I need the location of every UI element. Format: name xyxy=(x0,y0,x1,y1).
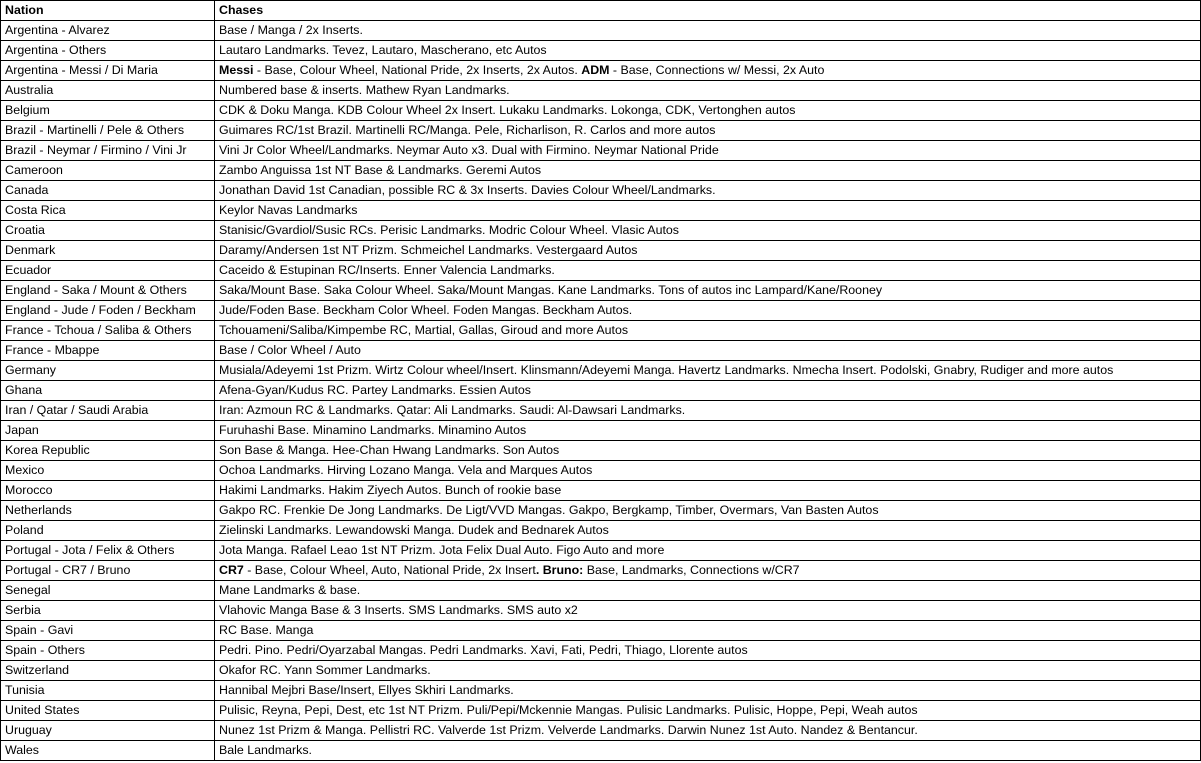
table-row xyxy=(1,81,1201,101)
chases-bold-segment: . Bruno: xyxy=(535,563,584,577)
nation-cell[interactable]: Serbia xyxy=(1,601,215,621)
nation-cell[interactable]: Belgium xyxy=(1,101,215,121)
chases-text-segment: Jude/Foden Base. Beckham Color Wheel. Foden Mangas. Beckham Autos. xyxy=(219,303,633,317)
table-row xyxy=(1,661,1201,681)
table-row xyxy=(1,541,1201,561)
nation-cell[interactable]: England - Jude / Foden / Beckham xyxy=(1,301,215,321)
nation-cell[interactable]: Argentina - Messi / Di Maria xyxy=(1,61,215,81)
table-row xyxy=(1,721,1201,741)
chases-cell[interactable] xyxy=(215,181,1201,201)
chases-cell[interactable] xyxy=(215,261,1201,281)
chases-cell[interactable] xyxy=(215,561,1201,581)
nation-cell[interactable]: Argentina - Alvarez xyxy=(1,21,215,41)
chases-text-segment: - Base, Colour Wheel, National Pride, 2x Inserts, 2x Autos. xyxy=(253,63,582,77)
chases-text-segment: Base, Landmarks, Connections w/CR7 xyxy=(583,563,800,577)
table-row xyxy=(1,561,1201,581)
chases-cell[interactable] xyxy=(215,101,1201,121)
chases-text-segment: Mane Landmarks & base. xyxy=(219,583,361,597)
table-row xyxy=(1,441,1201,461)
table-row xyxy=(1,421,1201,441)
chases-text-segment: Jonathan David 1st Canadian, possible RC & 3x Inserts. Davies Colour Wheel/Landmarks. xyxy=(219,183,716,197)
chases-text-segment: Guimares RC/1st Brazil. Martinelli RC/Manga. Pele, Richarlison, R. Carlos and more autos xyxy=(219,123,716,137)
nation-cell[interactable]: Netherlands xyxy=(1,501,215,521)
chases-cell[interactable] xyxy=(215,321,1201,341)
table-row xyxy=(1,61,1201,81)
chases-text-segment: - Base, Connections w/ Messi, 2x Auto xyxy=(609,63,825,77)
nation-cell[interactable]: Poland xyxy=(1,521,215,541)
chases-text-segment: Base / Manga / 2x Inserts. xyxy=(219,23,363,37)
chases-cell[interactable] xyxy=(215,641,1201,661)
chases-cell[interactable] xyxy=(215,581,1201,601)
chases-text-segment: RC Base. Manga xyxy=(219,623,314,637)
chases-text-segment: Okafor RC. Yann Sommer Landmarks. xyxy=(219,663,431,677)
nation-cell[interactable]: Iran / Qatar / Saudi Arabia xyxy=(1,401,215,421)
chases-cell[interactable] xyxy=(215,661,1201,681)
chases-cell[interactable] xyxy=(215,381,1201,401)
chases-cell[interactable] xyxy=(215,81,1201,101)
nation-cell[interactable]: Australia xyxy=(1,81,215,101)
nation-cell[interactable]: Senegal xyxy=(1,581,215,601)
table-row xyxy=(1,141,1201,161)
chases-text-segment: Tchouameni/Saliba/Kimpembe RC, Martial, Gallas, Giroud and more Autos xyxy=(219,323,629,337)
chases-cell[interactable] xyxy=(215,601,1201,621)
nation-cell[interactable]: Mexico xyxy=(1,461,215,481)
chases-text-segment: Furuhashi Base. Minamino Landmarks. Minamino Autos xyxy=(219,423,527,437)
chases-cell[interactable] xyxy=(215,421,1201,441)
table-row xyxy=(1,621,1201,641)
nation-cell[interactable]: Portugal - CR7 / Bruno xyxy=(1,561,215,581)
nation-cell[interactable]: France - Mbappe xyxy=(1,341,215,361)
nation-cell[interactable]: Uruguay xyxy=(1,721,215,741)
chases-text-segment: Zambo Anguissa 1st NT Base & Landmarks. Geremi Autos xyxy=(219,163,542,177)
table-row xyxy=(1,581,1201,601)
table-row xyxy=(1,301,1201,321)
nation-cell[interactable]: Spain - Others xyxy=(1,641,215,661)
chases-text-segment: CDK & Doku Manga. KDB Colour Wheel 2x Insert. Lukaku Landmarks. Lokonga, CDK, Vertonghen autos xyxy=(219,103,796,117)
chases-text-segment: Vini Jr Color Wheel/Landmarks. Neymar Auto x3. Dual with Firmino. Neymar National Pride xyxy=(219,143,719,157)
chases-text-segment: Afena-Gyan/Kudus RC. Partey Landmarks. Essien Autos xyxy=(219,383,531,397)
chases-cell[interactable] xyxy=(215,21,1201,41)
chases-text-segment: Caceido & Estupinan RC/Inserts. Enner Valencia Landmarks. xyxy=(219,263,555,277)
nation-cell[interactable]: England - Saka / Mount & Others xyxy=(1,281,215,301)
chases-text-segment: Base / Color Wheel / Auto xyxy=(219,343,361,357)
nation-cell[interactable]: Portugal - Jota / Felix & Others xyxy=(1,541,215,561)
chases-cell[interactable] xyxy=(215,481,1201,501)
nation-cell[interactable]: Denmark xyxy=(1,241,215,261)
table-row xyxy=(1,361,1201,381)
nation-cell[interactable]: Switzerland xyxy=(1,661,215,681)
chases-cell[interactable] xyxy=(215,741,1201,761)
chases-text-segment: Son Base & Manga. Hee-Chan Hwang Landmarks. Son Autos xyxy=(219,443,560,457)
chases-cell[interactable] xyxy=(215,461,1201,481)
nation-cell[interactable]: France - Tchoua / Saliba & Others xyxy=(1,321,215,341)
table-row xyxy=(1,461,1201,481)
nation-cell[interactable]: Tunisia xyxy=(1,681,215,701)
table-row xyxy=(1,121,1201,141)
chases-text-segment: Pulisic, Reyna, Pepi, Dest, etc 1st NT Prizm. Puli/Pepi/Mckennie Mangas. Pulisic Landmarks. Pulisic, Hoppe, Pepi, Weah autos xyxy=(219,703,918,717)
nation-cell[interactable]: Croatia xyxy=(1,221,215,241)
chases-bold-segment: ADM xyxy=(581,63,610,77)
header-chases[interactable]: Chases xyxy=(215,1,1201,21)
table-row xyxy=(1,681,1201,701)
table-row xyxy=(1,741,1201,761)
table-row xyxy=(1,201,1201,221)
nation-cell[interactable]: Germany xyxy=(1,361,215,381)
chases-text-segment: Jota Manga. Rafael Leao 1st NT Prizm. Jota Felix Dual Auto. Figo Auto and more xyxy=(219,543,665,557)
chases-cell[interactable] xyxy=(215,121,1201,141)
table-row xyxy=(1,101,1201,121)
chases-text-segment: Vlahovic Manga Base & 3 Inserts. SMS Landmarks. SMS auto x2 xyxy=(219,603,578,617)
header-nation[interactable]: Nation xyxy=(1,1,215,21)
chases-text-segment: Daramy/Andersen 1st NT Prizm. Schmeichel Landmarks. Vestergaard Autos xyxy=(219,243,638,257)
table-row xyxy=(1,281,1201,301)
chases-cell[interactable] xyxy=(215,221,1201,241)
table-body xyxy=(1,21,1201,761)
table-row xyxy=(1,261,1201,281)
nation-cell[interactable]: Canada xyxy=(1,181,215,201)
chases-cell[interactable] xyxy=(215,541,1201,561)
chases-text-segment: Lautaro Landmarks. Tevez, Lautaro, Mascherano, etc Autos xyxy=(219,43,547,57)
chases-text-segment: Zielinski Landmarks. Lewandowski Manga. Dudek and Bednarek Autos xyxy=(219,523,609,537)
nation-cell[interactable]: Ghana xyxy=(1,381,215,401)
chases-cell[interactable] xyxy=(215,241,1201,261)
chases-cell[interactable] xyxy=(215,141,1201,161)
chases-text-segment: Hannibal Mejbri Base/Insert, Ellyes Skhiri Landmarks. xyxy=(219,683,514,697)
chases-cell[interactable] xyxy=(215,621,1201,641)
chases-text-segment: Iran: Azmoun RC & Landmarks. Qatar: Ali Landmarks. Saudi: Al-Dawsari Landmarks. xyxy=(219,403,686,417)
nation-cell[interactable]: United States xyxy=(1,701,215,721)
table-row xyxy=(1,601,1201,621)
chases-text-segment: Nunez 1st Prizm & Manga. Pellistri RC. Valverde 1st Prizm. Velverde Landmarks. Darwin Nunez 1st Auto. Nandez & Bentancur. xyxy=(219,723,918,737)
chases-cell[interactable] xyxy=(215,521,1201,541)
table-row xyxy=(1,501,1201,521)
chases-text-segment: Numbered base & inserts. Mathew Ryan Landmarks. xyxy=(219,83,510,97)
chases-cell[interactable] xyxy=(215,721,1201,741)
nation-cell[interactable]: Morocco xyxy=(1,481,215,501)
table-row xyxy=(1,41,1201,61)
chases-text-segment: Musiala/Adeyemi 1st Prizm. Wirtz Colour wheel/Insert. Klinsmann/Adeyemi Manga. Havertz Landmarks. Nmecha Insert. Podolski, Gnabry, Rudiger and more autos xyxy=(219,363,1114,377)
chases-cell[interactable] xyxy=(215,441,1201,461)
chases-cell[interactable] xyxy=(215,41,1201,61)
table-row xyxy=(1,381,1201,401)
table-row xyxy=(1,341,1201,361)
chases-text-segment: Pedri. Pino. Pedri/Oyarzabal Mangas. Pedri Landmarks. Xavi, Fati, Pedri, Thiago, Llorente autos xyxy=(219,643,748,657)
table-row xyxy=(1,21,1201,41)
chases-text-segment: Saka/Mount Base. Saka Colour Wheel. Saka/Mount Mangas. Kane Landmarks. Tons of autos inc Lampard/Kane/Rooney xyxy=(219,283,883,297)
chases-cell[interactable] xyxy=(215,401,1201,421)
chases-text-segment: - Base, Colour Wheel, Auto, National Pride, 2x Insert xyxy=(243,563,536,577)
table-row xyxy=(1,701,1201,721)
chases-text-segment: Gakpo RC. Frenkie De Jong Landmarks. De Ligt/VVD Mangas. Gakpo, Bergkamp, Timber, Overmars, Van Basten Autos xyxy=(219,503,879,517)
chases-bold-segment: Messi xyxy=(219,63,254,77)
header-row xyxy=(1,1,1201,21)
nation-cell[interactable]: Cameroon xyxy=(1,161,215,181)
chases-cell[interactable] xyxy=(215,681,1201,701)
chases-cell[interactable] xyxy=(215,341,1201,361)
nation-cell[interactable]: Brazil - Neymar / Firmino / Vini Jr xyxy=(1,141,215,161)
table-row xyxy=(1,221,1201,241)
chases-text-segment: Stanisic/Gvardiol/Susic RCs. Perisic Landmarks. Modric Colour Wheel. Vlasic Autos xyxy=(219,223,679,237)
table-row xyxy=(1,181,1201,201)
table-row xyxy=(1,241,1201,261)
chases-cell[interactable] xyxy=(215,281,1201,301)
nation-cell[interactable]: Argentina - Others xyxy=(1,41,215,61)
nation-cell[interactable]: Spain - Gavi xyxy=(1,621,215,641)
nation-cell[interactable]: Costa Rica xyxy=(1,201,215,221)
table-row xyxy=(1,641,1201,661)
chases-cell[interactable] xyxy=(215,61,1201,81)
table-row xyxy=(1,161,1201,181)
nation-cell[interactable]: Japan xyxy=(1,421,215,441)
table-row xyxy=(1,321,1201,341)
chases-cell[interactable] xyxy=(215,701,1201,721)
nation-cell[interactable]: Ecuador xyxy=(1,261,215,281)
chases-cell[interactable] xyxy=(215,501,1201,521)
chases-text-segment: Hakimi Landmarks. Hakim Ziyech Autos. Bunch of rookie base xyxy=(219,483,562,497)
chases-text-segment: Bale Landmarks. xyxy=(219,743,312,757)
table-row xyxy=(1,481,1201,501)
nation-cell[interactable]: Brazil - Martinelli / Pele & Others xyxy=(1,121,215,141)
table-row xyxy=(1,521,1201,541)
chases-cell[interactable] xyxy=(215,161,1201,181)
nation-cell[interactable]: Korea Republic xyxy=(1,441,215,461)
chases-text-segment: Ochoa Landmarks. Hirving Lozano Manga. Vela and Marques Autos xyxy=(219,463,593,477)
chases-bold-segment: CR7 xyxy=(219,563,244,577)
nation-cell[interactable]: Wales xyxy=(1,741,215,761)
table-row xyxy=(1,401,1201,421)
chases-cell[interactable] xyxy=(215,361,1201,381)
chases-cell[interactable] xyxy=(215,301,1201,321)
chases-cell[interactable] xyxy=(215,201,1201,221)
chases-text-segment: Keylor Navas Landmarks xyxy=(219,203,358,217)
